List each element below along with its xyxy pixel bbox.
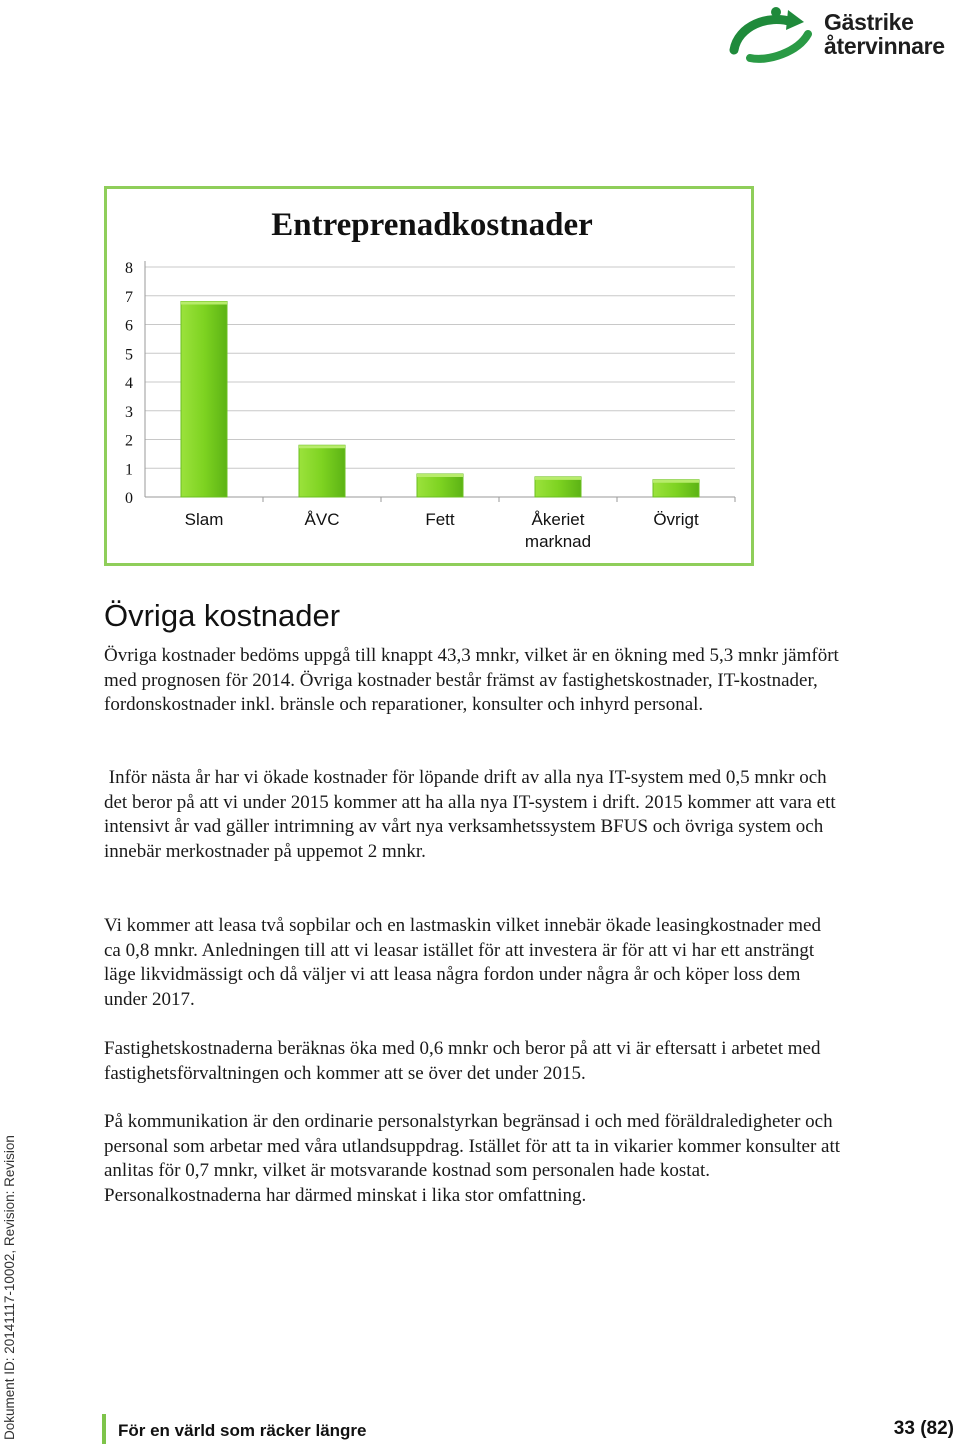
paragraph-3: Vi kommer att leasa två sopbilar och en lastmaskin vilket innebär ökade leasingkostnader med ca 0,8 mnkr. Anledningen till att vi leasar istället för att investera är för att vi har ett ansträngt läge likvidmässigt och då väljer vi att leasa några fordon under några år och köper loss dem under 2017. — [104, 915, 821, 1011]
logo-wordmark — [824, 10, 945, 58]
y-tick-label: 4 — [125, 375, 133, 392]
bar-3 — [417, 474, 463, 497]
document-id-sidebar: Dokument ID: 20141117-10002, Revision: Revision — [2, 1135, 17, 1440]
bar-top-highlight — [535, 477, 581, 480]
footer-tagline: För en värld som räcker längre — [118, 1421, 367, 1440]
y-tick-label: 8 — [125, 260, 133, 277]
x-category-label: Övrigt — [653, 510, 699, 529]
logo-line-2: återvinnare — [824, 33, 945, 59]
bar-2 — [299, 445, 345, 497]
bar-top-highlight — [181, 302, 227, 305]
y-tick-label: 1 — [125, 461, 133, 479]
paragraph-5: På kommunikation är den ordinarie personalstyrkan begränsad i och med föräldraledigheter och personal som arbetar med våra utlandsuppdrag. Istället för att ta in vikarier kommer konsulter att anlitas för 0,7 mnkr, vilket är motsvarande kostnad som personalen hade kostat. Personalkostnaderna har därmed minskat i lika stor omfattning. — [104, 1111, 841, 1207]
y-tick-label: 2 — [125, 432, 133, 450]
company-logo — [728, 4, 960, 66]
chart-title: Entreprenadkostnader — [271, 207, 593, 243]
bar-4 — [535, 477, 581, 497]
paragraph-1: Övriga kostnader bedöms uppgå till knappt 43,3 mnkr, vilket är en ökning med 5,3 mnkr jämfört med prognosen för 2014. Övriga kostnader består främst av fastighetskostnader, IT-kostnader, fordonskostnader inkl. bränsle och reparationer, konsulter och inhyrd personal. — [104, 645, 839, 716]
x-category-label — [525, 510, 591, 551]
y-tick-label: 3 — [125, 403, 133, 421]
bar-top-highlight — [653, 480, 699, 483]
x-category-label: Fett — [425, 510, 455, 529]
footer-accent-bar — [102, 1414, 106, 1444]
bar-top-highlight — [299, 445, 345, 448]
logo-line-1: Gästrike — [824, 9, 914, 35]
y-tick-label: 6 — [125, 317, 133, 335]
paragraph-4: Fastighetskostnaderna beräknas öka med 0,6 mnkr och beror på att vi är eftersatt i arbetet med fastighetsförvaltningen och kommer att se över det under 2015. — [104, 1038, 821, 1084]
section-title: Övriga kostnader — [104, 598, 341, 633]
y-tick-label: 5 — [125, 346, 133, 364]
bar-top-highlight — [417, 474, 463, 477]
y-tick-label: 7 — [125, 288, 133, 306]
page-number: 33 (82) — [893, 1418, 954, 1439]
x-category-label-line: marknad — [524, 532, 592, 551]
recycle-arrows-icon — [728, 4, 824, 66]
x-category-label-line: Åkeriet — [531, 510, 585, 529]
bar-chart — [107, 189, 751, 563]
chart-frame — [104, 186, 754, 566]
x-category-label: ÅVC — [304, 510, 340, 529]
y-tick-label: 0 — [125, 490, 133, 507]
bar-1 — [181, 302, 227, 498]
x-category-label: Slam — [184, 510, 224, 529]
paragraph-2: Inför nästa år har vi ökade kostnader för löpande drift av alla nya IT-system med 0,5 mnkr och det beror på att vi under 2015 kommer att ha alla nya IT-system i drift. 2015 kommer att vara ett intensivt år vad gäller intrimning av vårt nya verksamhetssystem BFUS och övriga system och innebär merkostnader på uppemot 2 mnkr. — [104, 767, 841, 863]
